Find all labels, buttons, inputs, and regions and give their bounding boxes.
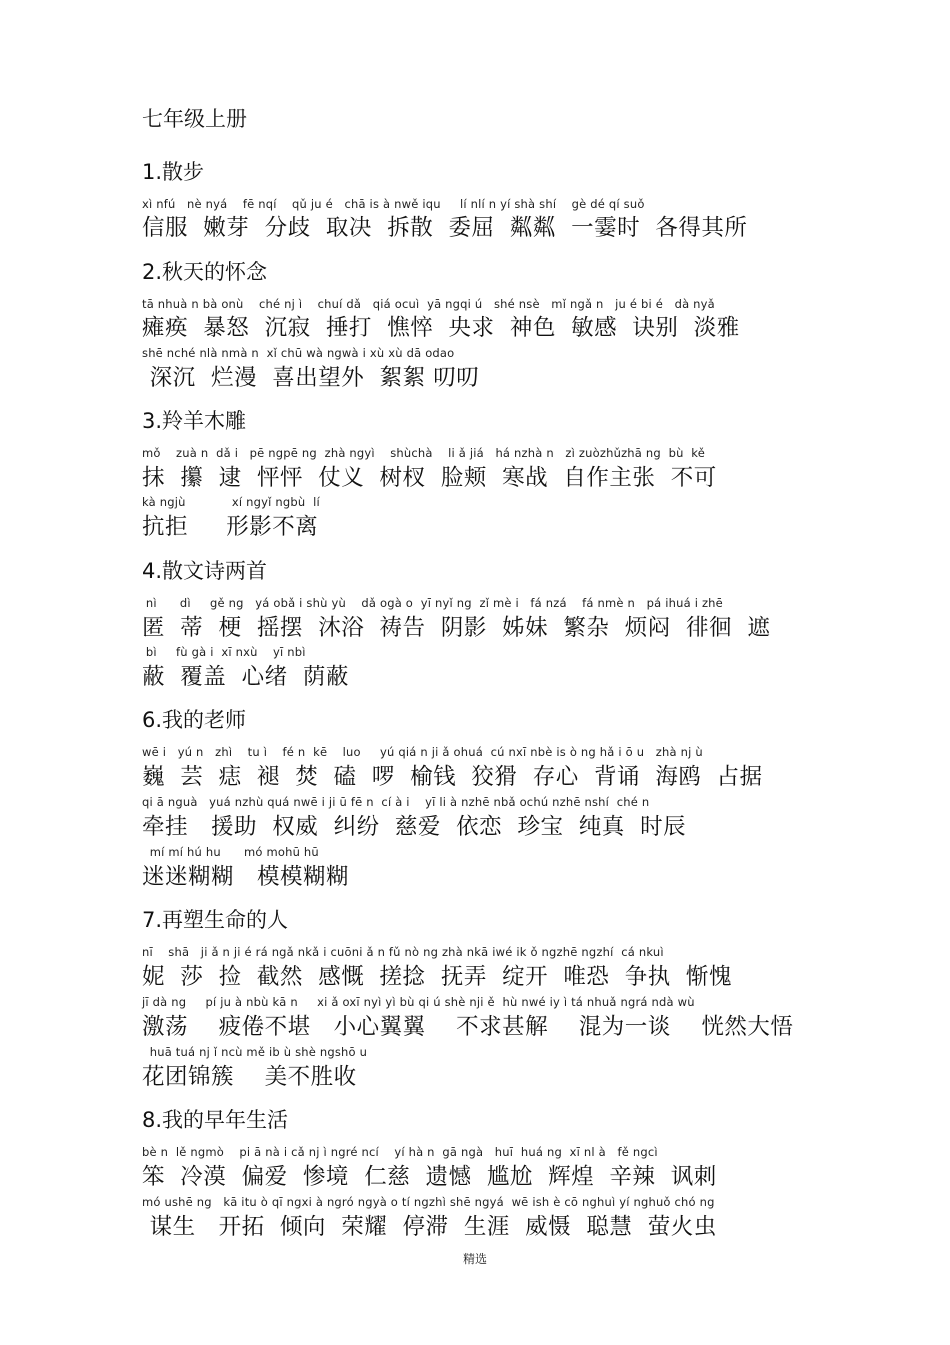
pinyin-line: kà ngjù xí ngyǐ ngbù lí [142,495,320,509]
page-footer: 精选 [462,1252,487,1266]
hanzi-line: 瘫痪 暴怒 沉寂 捶打 憔悴 央求 神色 敏感 诀别 淡雅 [142,315,740,341]
pinyin-line: mó ushē ng kā itu ò qī ngxi à ngró ngyà o tí ngzhì shē ngyá wē ish è cō nghuì yí nghuǒ chó ng [142,1195,715,1209]
hanzi-line: 牵挂 援助 权威 纠纷 慈爱 依恋 珍宝 纯真 时辰 [142,814,687,840]
pinyin-line: wē i yú n zhì tu ì fé n kē luo yú qiá n ji ǎ ohuá cú nxī nbè is ò ng hǎ i ō u zhà nj ù [142,745,703,759]
hanzi-line: 抗拒 形影不离 [142,514,319,540]
hanzi-line: 深沉 烂漫 喜出望外 絮絮 叨叨 [142,365,480,391]
section-heading: 3.羚羊木雕 [142,409,247,433]
pinyin-line: jī dà ng pí ju à nbù kā n xi ǎ oxī nyì yì bù qi ú shè nji ě hù nwé iy ì tá nhuǎ ngrá ndà wù [142,995,695,1009]
pinyin-line: tā nhuà n bà onù ché nj ì chuí dǎ qiá ocuì yā ngqi ú shé nsè mǐ ngǎ n ju é bi é dà nyǎ [142,297,715,311]
section-heading: 1.散步 [142,160,205,184]
hanzi-line: 信服 嫩芽 分歧 取决 拆散 委屈 粼粼 一霎时 各得其所 [142,215,748,241]
section-heading: 7.再塑生命的人 [142,908,289,932]
pinyin-line: nì dì gě ng yá obǎ i shù yù dǎ ogà o yī nyǐ ng zǐ mè i fá nzá fá nmè n pá ihuá i zhē [142,596,723,610]
pinyin-line: xì nfú nè nyá fē nqí qǔ ju é chā is à nwě iqu lí nlí n yí shà shí gè dé qí suǒ [142,197,645,211]
hanzi-line: 抹 攥 逮 怦怦 仗义 树杈 脸颊 寒战 自作主张 不可 [142,465,717,491]
pinyin-line: mǒ zuà n dǎ i pē ngpē ng zhà ngyì shùchà li ǎ jiá há nzhà n zì zuòzhǔzhā ng bù kě [142,446,706,460]
hanzi-line: 激荡 疲倦不堪 小心翼翼 不求甚解 混为一谈 恍然大悟 [142,1014,794,1040]
section-heading: 4.散文诗两首 [142,559,268,583]
hanzi-line: 谋生 开拓 倾向 荣耀 停滞 生涯 威慑 聪慧 萤火虫 [142,1214,717,1240]
pinyin-line: bì fù gà i xī nxù yī nbì [142,645,306,659]
hanzi-line: 匿 蒂 梗 摇摆 沐浴 祷告 阴影 姊妹 繁杂 烦闷 徘徊 遮 [142,615,771,641]
page-title: 七年级上册 [142,107,247,131]
pinyin-line: huā tuá nj ǐ ncù mě ib ù shè ngshō u [142,1045,368,1059]
section-heading: 2.秋天的怀念 [142,260,268,284]
hanzi-line: 笨 冷漠 偏爱 惨境 仁慈 遗憾 尴尬 辉煌 辛辣 讽刺 [142,1164,717,1190]
hanzi-line: 蔽 覆盖 心绪 荫蔽 [142,664,349,690]
pinyin-line: bè n lě ngmò pi ā nà i cǎ nj ì ngré ncí yí hà n gā ngà huī huá ng xī nl à fě ngcì [142,1145,658,1159]
hanzi-line: 迷迷糊糊 模模糊糊 [142,864,349,890]
hanzi-line: 巍 芸 痣 褪 焚 磕 啰 榆钱 狡猾 存心 背诵 海鸥 占据 [142,764,763,790]
section-heading: 8.我的早年生活 [142,1108,289,1132]
hanzi-line: 花团锦簇 美不胜收 [142,1064,357,1090]
pinyin-line: nī shā ji ǎ n ji é rá ngǎ nkǎ i cuōni ǎ n fǔ nò ng zhà nkā iwé ik ǒ ngzhē ngzhí cá nkuì [142,945,664,959]
pinyin-line: mí mí hú hu mó mohū hū [142,845,319,859]
pinyin-line: shē nché nlà nmà n xǐ chū wà ngwà i xù xù dā odao [142,346,455,360]
pinyin-line: qi ā nguà yuá nzhù quá nwē i ji ū fē n cí à i yī li à nzhē nbǎ ochú nzhē nshí ché n [142,795,650,809]
section-heading: 6.我的老师 [142,708,247,732]
hanzi-line: 妮 莎 捡 截然 感慨 搓捻 抚弄 绽开 唯恐 争执 惭愧 [142,964,733,990]
